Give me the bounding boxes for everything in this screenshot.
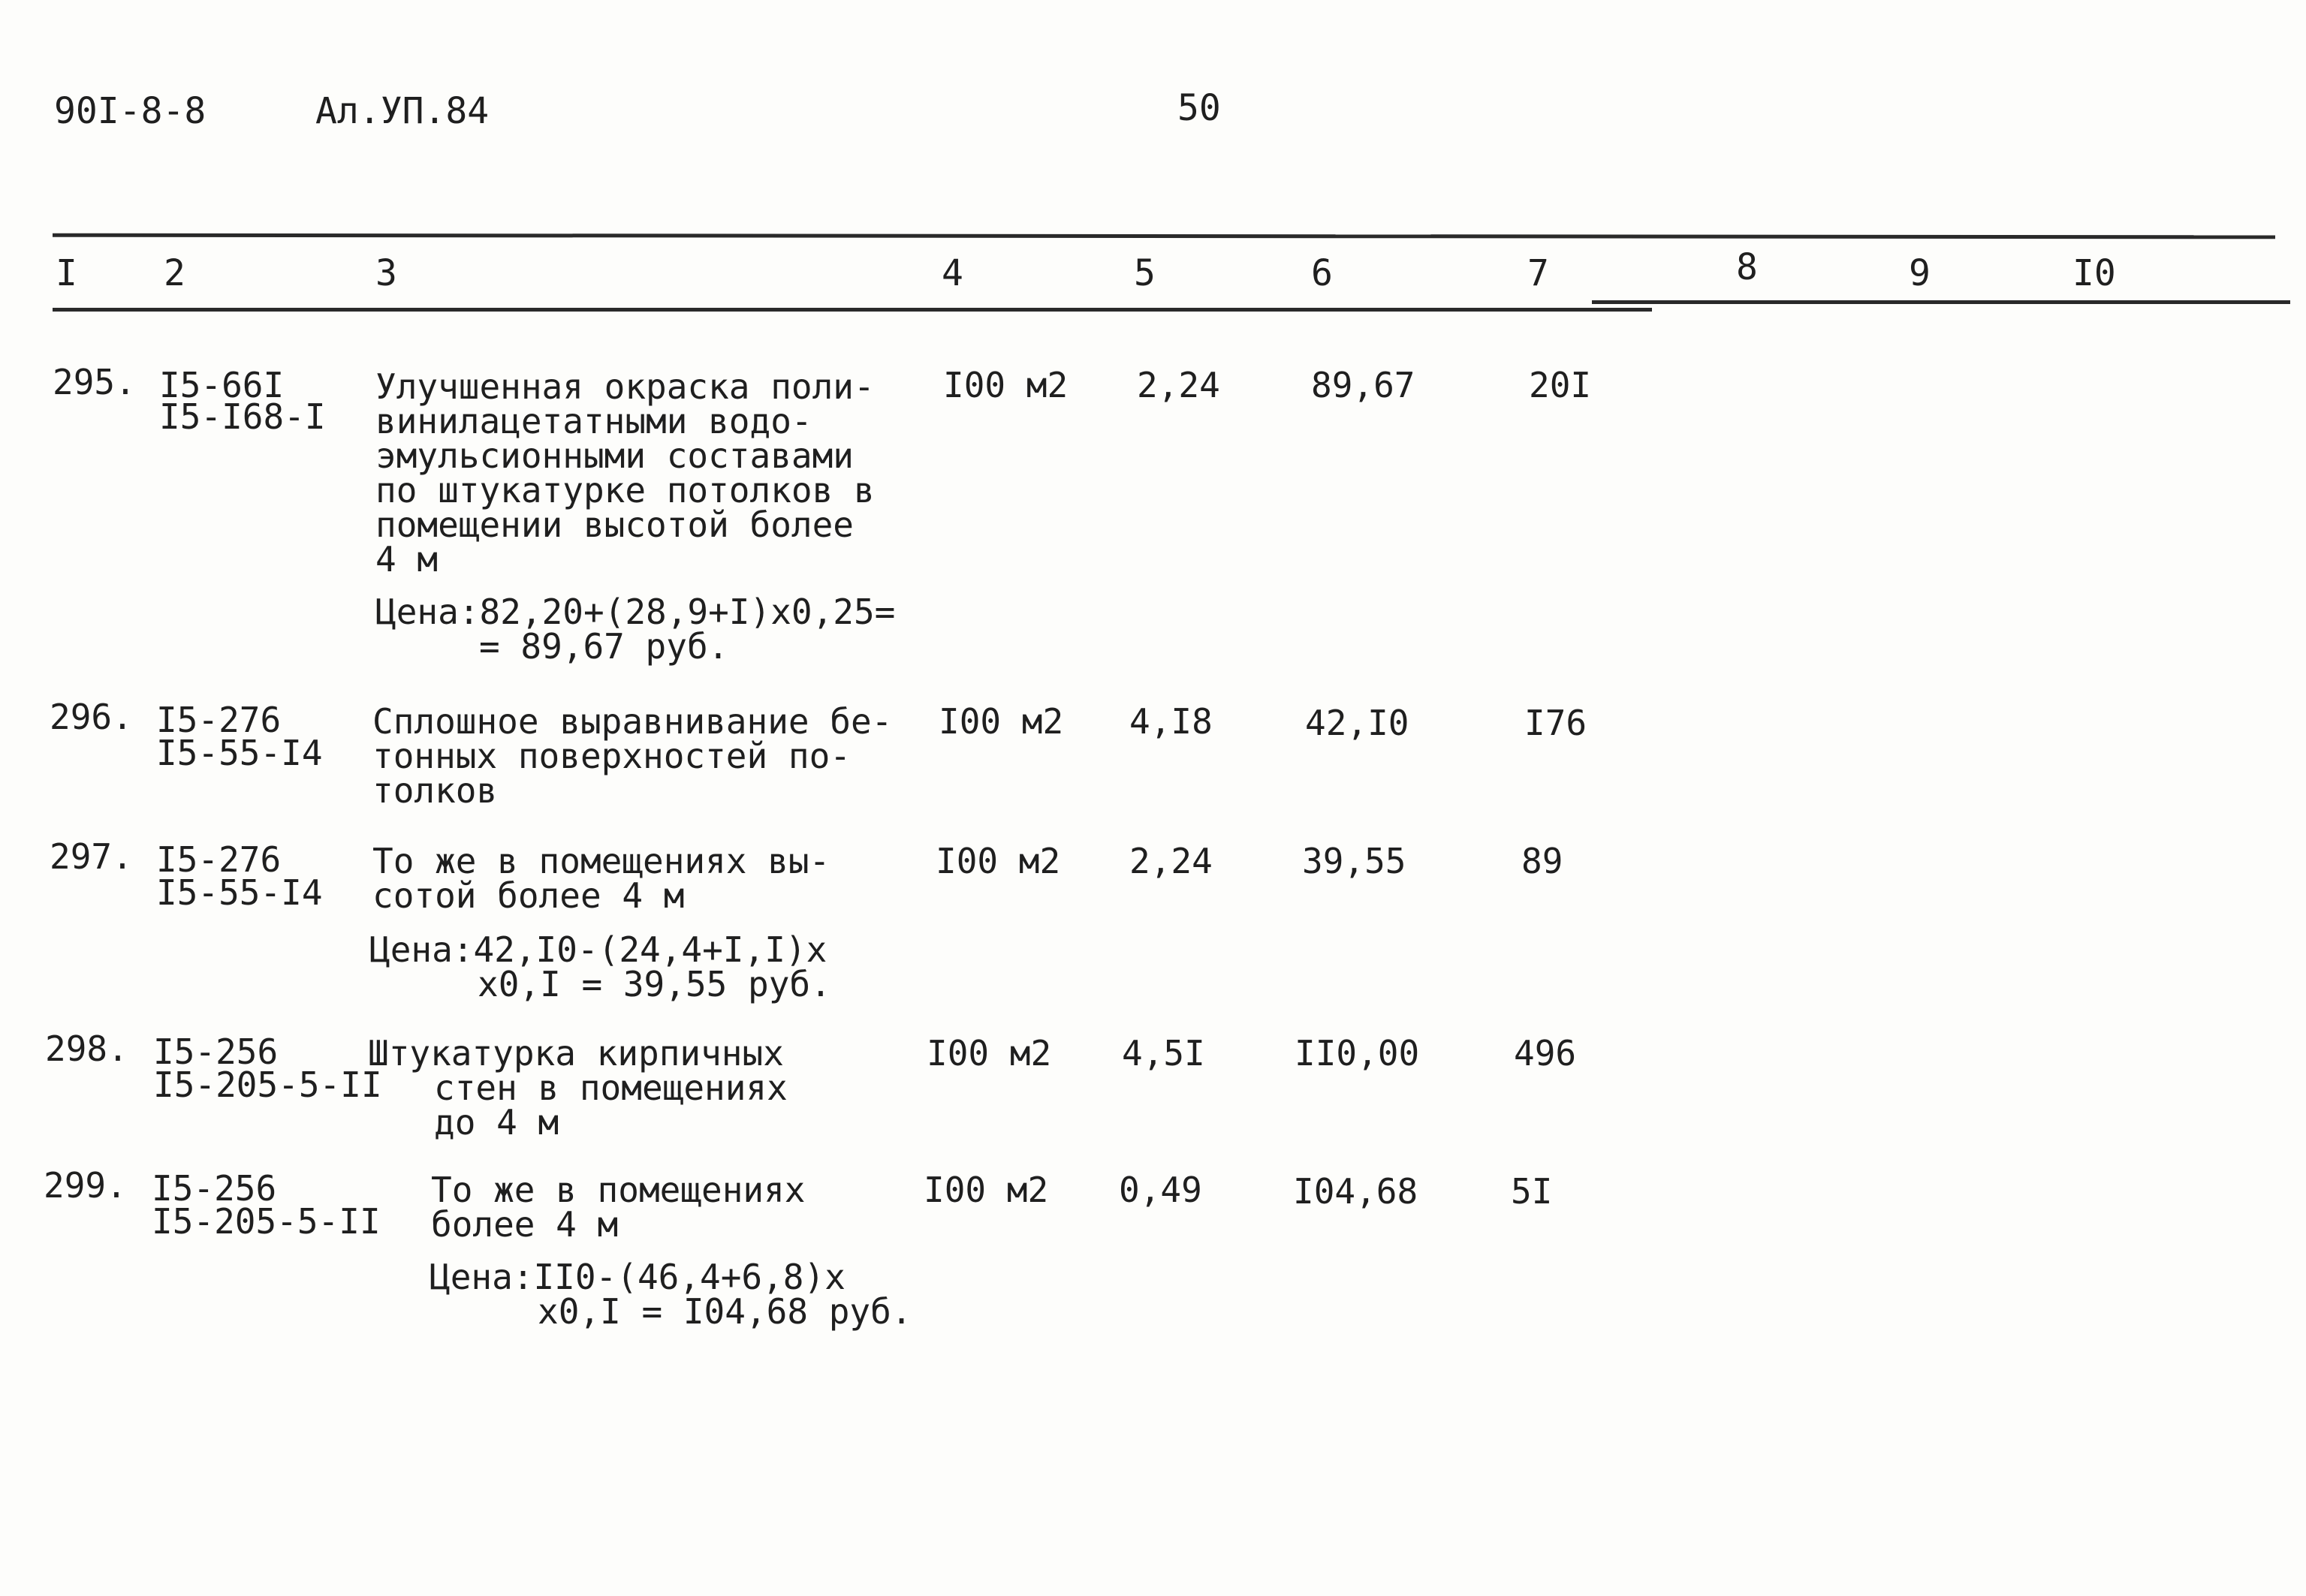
col-header-5: 5 xyxy=(1134,252,1156,294)
row-unit: I00 м2 xyxy=(939,701,1064,742)
row-desc-line: более 4 м xyxy=(431,1204,619,1245)
row-quantity: 2,24 xyxy=(1137,365,1220,405)
row-total: I76 xyxy=(1524,703,1587,743)
row-desc-line: толков xyxy=(372,770,498,811)
row-quantity: 4,5I xyxy=(1122,1033,1205,1074)
row-desc-line: эмульсионными составами xyxy=(375,435,854,476)
album-code: Ал.УП.84 xyxy=(315,90,490,132)
row-code-1: I5-66I xyxy=(159,365,285,405)
row-total: 20I xyxy=(1529,365,1592,405)
row-code-1: I5-276 xyxy=(156,700,282,740)
row-desc-line: То же в помещениях xyxy=(431,1170,806,1210)
row-desc-line: Сплошное выравнивание бе- xyxy=(372,701,893,742)
col-header-1: I xyxy=(56,252,77,294)
row-code-1: I5-276 xyxy=(156,839,282,880)
row-quantity: 0,49 xyxy=(1119,1170,1202,1210)
row-price-line: x0,I = 39,55 руб. xyxy=(478,964,831,1004)
row-price-line: Цена:II0-(46,4+6,8)x xyxy=(430,1257,846,1297)
row-total: 89 xyxy=(1521,841,1563,881)
row-desc-line: сотой более 4 м xyxy=(372,875,685,916)
row-unit-cost: II0,00 xyxy=(1295,1033,1420,1074)
row-number: 295. xyxy=(53,362,136,402)
col-header-4: 4 xyxy=(942,252,963,294)
row-unit: I00 м2 xyxy=(927,1033,1052,1074)
row-unit-cost: 42,I0 xyxy=(1305,703,1409,743)
row-number: 296. xyxy=(50,697,133,737)
row-price-line: Цена:82,20+(28,9+I)x0,25= xyxy=(375,592,896,632)
row-unit: I00 м2 xyxy=(924,1170,1049,1210)
row-desc-line: То же в помещениях вы- xyxy=(372,841,830,881)
col-header-2: 2 xyxy=(164,252,185,294)
row-desc-line: стен в помещениях xyxy=(434,1068,788,1108)
row-unit-cost: 39,55 xyxy=(1302,841,1406,881)
row-number: 298. xyxy=(45,1028,128,1069)
row-code-1: I5-256 xyxy=(153,1031,279,1072)
row-unit: I00 м2 xyxy=(943,365,1069,405)
row-price-line: = 89,67 руб. xyxy=(479,626,729,667)
row-desc-line: 4 м xyxy=(375,539,439,580)
col-header-9: 9 xyxy=(1909,252,1931,294)
row-desc-line: до 4 м xyxy=(434,1102,559,1143)
col-header-8: 8 xyxy=(1736,246,1758,288)
row-unit-cost: 89,67 xyxy=(1311,365,1415,405)
row-code-2: I5-55-I4 xyxy=(156,733,323,773)
table-header-bottom-rule xyxy=(53,308,1652,312)
col-header-6: 6 xyxy=(1311,252,1333,294)
row-desc-line: винилацетатными водо- xyxy=(375,401,812,441)
row-number: 299. xyxy=(44,1165,127,1206)
row-quantity: 4,I8 xyxy=(1129,701,1213,742)
row-unit: I00 м2 xyxy=(936,841,1061,881)
row-quantity: 2,24 xyxy=(1129,841,1213,881)
row-code-2: I5-205-5-II xyxy=(152,1201,381,1242)
row-code-2: I5-I68-I xyxy=(159,396,326,437)
row-desc-line: Улучшенная окраска поли- xyxy=(375,366,875,407)
row-price-line: Цена:42,I0-(24,4+I,I)x xyxy=(369,929,827,970)
page-number: 50 xyxy=(1177,87,1221,129)
col-header-10: I0 xyxy=(2072,252,2116,294)
col-header-3: 3 xyxy=(375,252,397,294)
doc-code: 90I-8-8 xyxy=(54,90,206,132)
col-header-7: 7 xyxy=(1527,252,1549,294)
row-desc-line: Штукатурка кирпичных xyxy=(368,1033,784,1074)
row-price-line: x0,I = I04,68 руб. xyxy=(538,1291,912,1332)
row-code-2: I5-55-I4 xyxy=(156,872,323,913)
row-desc-line: по штукатурке потолков в xyxy=(375,470,875,510)
row-number: 297. xyxy=(50,836,133,877)
row-total: 496 xyxy=(1514,1033,1577,1074)
row-desc-line: помещении высотой более xyxy=(375,504,854,545)
table-top-rule xyxy=(53,233,2275,239)
table-header-bottom-rule-right xyxy=(1592,300,2290,304)
row-code-2: I5-205-5-II xyxy=(153,1065,382,1105)
row-unit-cost: I04,68 xyxy=(1293,1171,1418,1212)
row-code-1: I5-256 xyxy=(152,1168,277,1209)
row-total: 5I xyxy=(1511,1171,1553,1212)
row-desc-line: тонных поверхностей по- xyxy=(372,736,851,776)
